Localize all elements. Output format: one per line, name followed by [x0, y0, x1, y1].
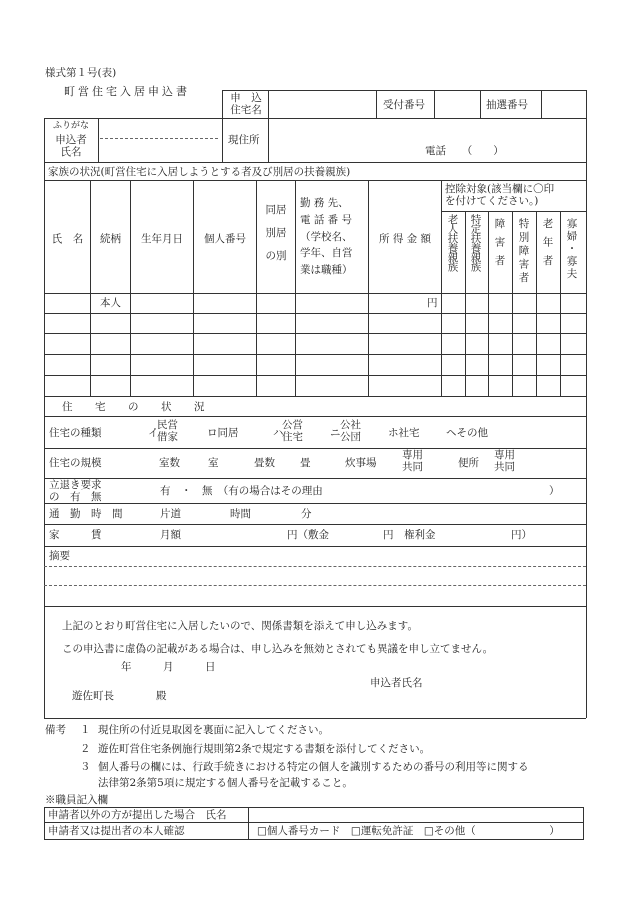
rooms-label: 室数 — [159, 457, 180, 469]
note-2-num: ２ — [80, 743, 91, 755]
house-name-field[interactable] — [269, 92, 375, 116]
applicant-name-label: 申込者 氏名 — [55, 134, 87, 159]
phone-label: 電話 （ ） — [425, 145, 504, 157]
type-i[interactable]: 民営 借家 — [157, 419, 178, 443]
type-ho[interactable]: ホ社宅 — [388, 427, 420, 439]
col-mynumber: 個人番号 — [204, 233, 246, 245]
oneway-label: 片道 — [160, 508, 181, 520]
type-ro[interactable]: ロ同居 — [207, 427, 239, 439]
type-i-mark: イ — [148, 427, 159, 439]
deduction-title: 控除対象(該当欄に〇印 を付けてください。) — [445, 183, 555, 207]
deduction-col-5: 寡婦・寡夫 — [565, 218, 578, 281]
declaration-line1: 上記のとおり町営住宅に入居したいので、関係書類を添えて申し込みます。 — [62, 620, 418, 632]
addressee: 遊佐町長 殿 — [72, 690, 167, 702]
note-1: 現住所の付近見取図を裏面に記入してください。 — [98, 724, 329, 736]
lottery-no-field[interactable] — [542, 92, 585, 116]
self-relation: 本人 — [100, 297, 121, 309]
furigana-label: ふりがな — [52, 121, 89, 131]
applicant-house-label: 申 込 住宅名 — [230, 92, 262, 116]
reception-no-label: 受付番号 — [383, 99, 425, 111]
note-3a: 個人番号の欄には、行政手続きにおける特定の個人を識別するための番号の利用等に関する — [98, 761, 529, 773]
tatami-label: 畳数 — [254, 457, 275, 469]
kitchen-label: 炊事場 — [345, 457, 377, 469]
col-birth: 生年月日 — [141, 233, 183, 245]
rent-close: 円） — [511, 529, 532, 541]
deduction-col-4: 老年者 — [541, 218, 554, 274]
toilet-shared[interactable]: 専用 共同 — [494, 449, 515, 473]
family-section-title: 家族の状況(町営住宅に入居しようとする者及び別居の扶養親族) — [48, 166, 351, 178]
submitter-name-field[interactable] — [250, 809, 582, 821]
address-label: 現住所 — [228, 134, 260, 146]
minutes-label: 分 — [301, 508, 312, 520]
remarks-label: 摘要 — [49, 550, 70, 562]
note-3-num: ３ — [80, 761, 91, 773]
note-1-num: １ — [80, 724, 91, 736]
eviction-value[interactable]: 有 ・ 無 （有の場合はその理由 — [160, 485, 323, 497]
id-options[interactable]: □個人番号カード □運転免許証 □その他（ ） — [257, 825, 560, 837]
staff-row2-label: 申請者又は提出者の本人確認 — [48, 825, 185, 837]
kitchen-shared[interactable]: 専用 共同 — [402, 449, 423, 473]
type-ha-mark: ハ — [273, 427, 284, 439]
col-income: 所 得 金 額 — [378, 233, 431, 245]
applicant-name-field[interactable] — [100, 140, 218, 160]
deduction-col-1: 特定扶養親族 — [469, 214, 482, 271]
staff-row1-label: 申請者以外の方が提出した場合 氏名 — [48, 809, 227, 821]
col-work: 勤 務 先、 電 話 番 号 （学校名、 学年、自営 業は職種） — [300, 197, 353, 277]
declaration-line2: この申込書に虚偽の記載がある場合は、申し込みを無効とされても異議を申し立てません。 — [62, 643, 494, 655]
type-ni[interactable]: 公社 公団 — [340, 419, 361, 443]
deduction-col-2: 障害者 — [493, 218, 506, 274]
notes-label: 備考 — [45, 724, 66, 736]
key-money-label: 円 権利金 — [383, 529, 436, 541]
reception-no-field[interactable] — [435, 92, 479, 116]
commute-label: 通 勤 時 間 — [49, 508, 123, 520]
house-type-label: 住宅の種類 — [49, 427, 102, 439]
eviction-label: 立退き要求 の 有 無 — [49, 479, 102, 503]
income-yen: 円 — [427, 297, 438, 309]
deposit-label: 円（敷金 — [287, 529, 329, 541]
staff-section-title: ※職員記入欄 — [45, 794, 108, 806]
applicant-signature-label: 申込者氏名 — [370, 677, 423, 689]
rooms-unit: 室 — [208, 457, 219, 469]
col-relation: 続柄 — [100, 233, 121, 245]
type-ni-mark: ニ — [330, 427, 341, 439]
type-ha[interactable]: 公営 住宅 — [282, 419, 303, 443]
rent-label: 家 賃 — [49, 529, 102, 541]
declaration-date: 年 月 日 — [121, 661, 216, 673]
form-number: 様式第１号(表) — [45, 67, 117, 79]
hours-label: 時間 — [230, 508, 251, 520]
furigana-field[interactable] — [100, 121, 218, 137]
address-field[interactable] — [270, 120, 584, 146]
housing-section-title: 住 宅 の 状 況 — [62, 401, 211, 413]
monthly-label: 月額 — [160, 529, 181, 541]
toilet-label: 便所 — [458, 457, 479, 469]
note-2: 遊佐町営住宅条例施行規則第2条で規定する書類を添付してください。 — [98, 743, 431, 755]
tatami-unit: 畳 — [300, 457, 311, 469]
lottery-no-label: 抽選番号 — [486, 99, 528, 111]
page-title: 町営住宅入居申込書 — [64, 85, 190, 98]
note-3b: 法律第2条第5項に規定する個人番号を記載すること。 — [98, 777, 353, 789]
col-cohabit: 同居 別居 の別 — [265, 204, 287, 263]
deduction-col-3: 特別障害者 — [517, 218, 530, 286]
deduction-col-0: 老人扶養親族 — [446, 214, 459, 271]
col-name: 氏 名 — [51, 233, 84, 245]
type-he[interactable]: ヘその他 — [446, 427, 488, 439]
house-scale-label: 住宅の規模 — [49, 457, 102, 469]
eviction-close: ） — [549, 485, 560, 497]
